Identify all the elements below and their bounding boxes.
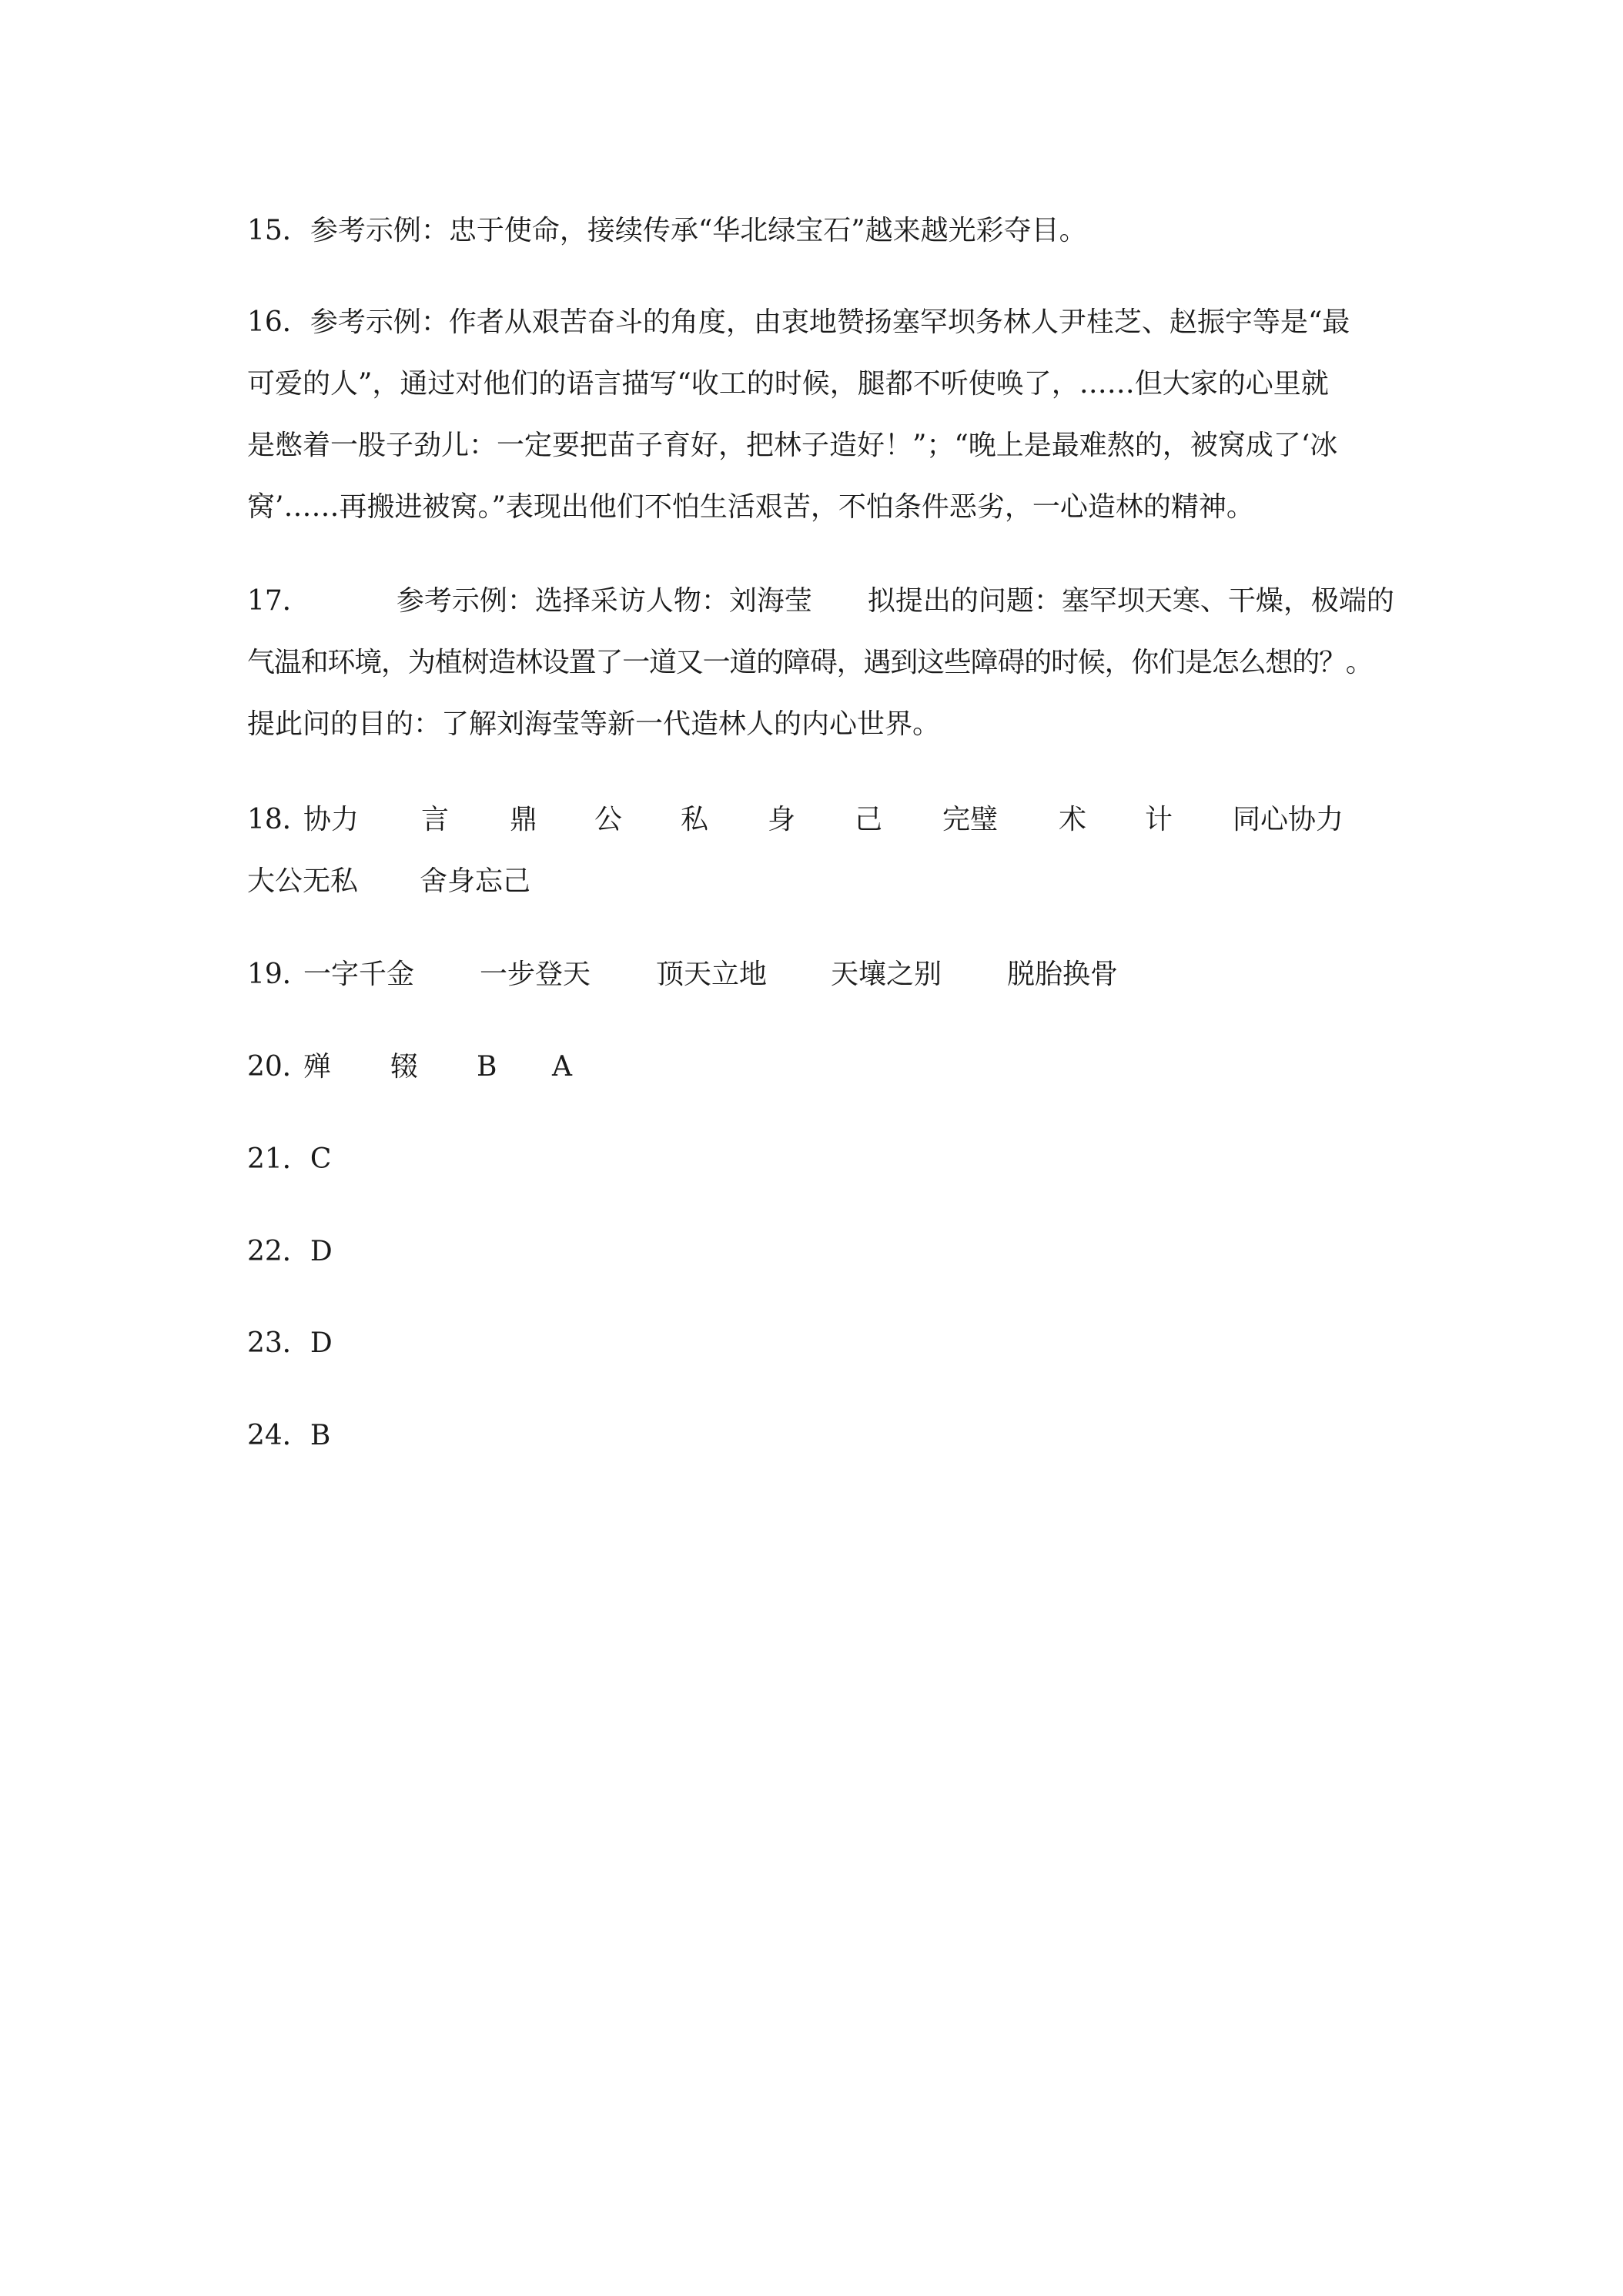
word-item: 舍身忘己 (420, 865, 531, 897)
word-item: 鼎 (510, 804, 538, 835)
word-item: 大公无私 (247, 865, 359, 897)
answer-person: 参考示例：选择采访人物：刘海莹 (396, 585, 812, 617)
answer-17-line-2 (247, 644, 1373, 681)
word-item: 计 (1145, 804, 1173, 835)
answer-number: 19． (247, 959, 310, 990)
answer-16-line-2 (247, 366, 1329, 403)
answer-choice: D (310, 1236, 333, 1267)
answer-15 (247, 213, 1087, 249)
answer-number: 17． (247, 585, 310, 617)
word-item: 言 (421, 804, 450, 835)
word-item: 公 (594, 804, 623, 835)
answer-question-lead: 拟提出的问题：塞罕坝天寒、干燥，极端的 (867, 585, 1394, 617)
word-item: 身 (768, 804, 796, 835)
word-item: B (477, 1051, 497, 1083)
word-item: 私 (681, 804, 709, 835)
answer-text: 参考示例：忠于使命，接续传承“华北绿宝石”越来越光彩夺目。 (310, 215, 1087, 246)
answer-number: 18． (247, 804, 310, 835)
answer-number: 15． (247, 215, 310, 246)
answer-21 (247, 1141, 331, 1178)
word-item: 脱胎换骨 (1007, 959, 1119, 990)
word-item: 己 (855, 804, 883, 835)
word-item: 术 (1059, 804, 1087, 835)
answer-text: 窝’……再搬进被窝。”表现出他们不怕生活艰苦，不怕条件恶劣，一心造林的精神。 (247, 491, 1254, 523)
answer-text: 提此问的目的：了解刘海莹等新一代造林人的内心世界。 (247, 708, 941, 740)
answer-16-line-1 (247, 304, 1350, 341)
answer-19 (247, 956, 1119, 993)
answer-choice: D (310, 1327, 333, 1359)
answer-23 (247, 1325, 333, 1362)
answer-20 (247, 1049, 572, 1086)
answer-number: 16． (247, 306, 310, 338)
answer-text: 可爱的人”，通过对他们的语言描写“收工的时候，腿都不听使唤了，……但大家的心里就 (247, 368, 1329, 400)
word-item: 天壤之别 (831, 959, 942, 990)
word-item: 殚 (303, 1051, 332, 1083)
answer-text: 参考示例：作者从艰苦奋斗的角度，由衷地赞扬塞罕坝务林人尹桂芝、赵振宇等是“最 (310, 306, 1350, 338)
word-item: 完璧 (942, 804, 999, 835)
answer-number: 23． (247, 1327, 310, 1359)
answer-18-line-1 (247, 802, 1344, 838)
answer-16-line-4 (247, 489, 1254, 526)
answer-choice: B (310, 1420, 331, 1451)
answer-number: 20． (247, 1051, 310, 1083)
answer-24 (247, 1417, 330, 1454)
answer-17-line-3 (247, 706, 940, 743)
word-item: 协力 (303, 804, 360, 835)
answer-16-line-3 (247, 427, 1337, 464)
answer-text: 气温和环境，为植树造林设置了一道又一道的障碍，遇到这些障碍的时候，你们是怎么想的？。 (247, 647, 1373, 678)
answer-number: 21． (247, 1143, 310, 1175)
answer-18-line-2 (247, 863, 531, 900)
word-item: 顶天立地 (656, 959, 768, 990)
answer-number: 24． (247, 1420, 310, 1451)
word-item: 一字千金 (303, 959, 415, 990)
answer-22 (247, 1233, 333, 1270)
word-item: 同心协力 (1233, 804, 1344, 835)
word-item: A (552, 1051, 572, 1083)
answer-text: 是憋着一股子劲儿：一定要把苗子育好，把林子造好！”；“晚上是最难熬的，被窝成了‘冰 (247, 430, 1338, 461)
word-item: 一步登天 (480, 959, 591, 990)
answer-number: 22． (247, 1236, 310, 1267)
answer-choice: C (310, 1143, 332, 1175)
word-item: 辍 (390, 1051, 419, 1083)
answer-17-line-1 (247, 583, 1394, 620)
